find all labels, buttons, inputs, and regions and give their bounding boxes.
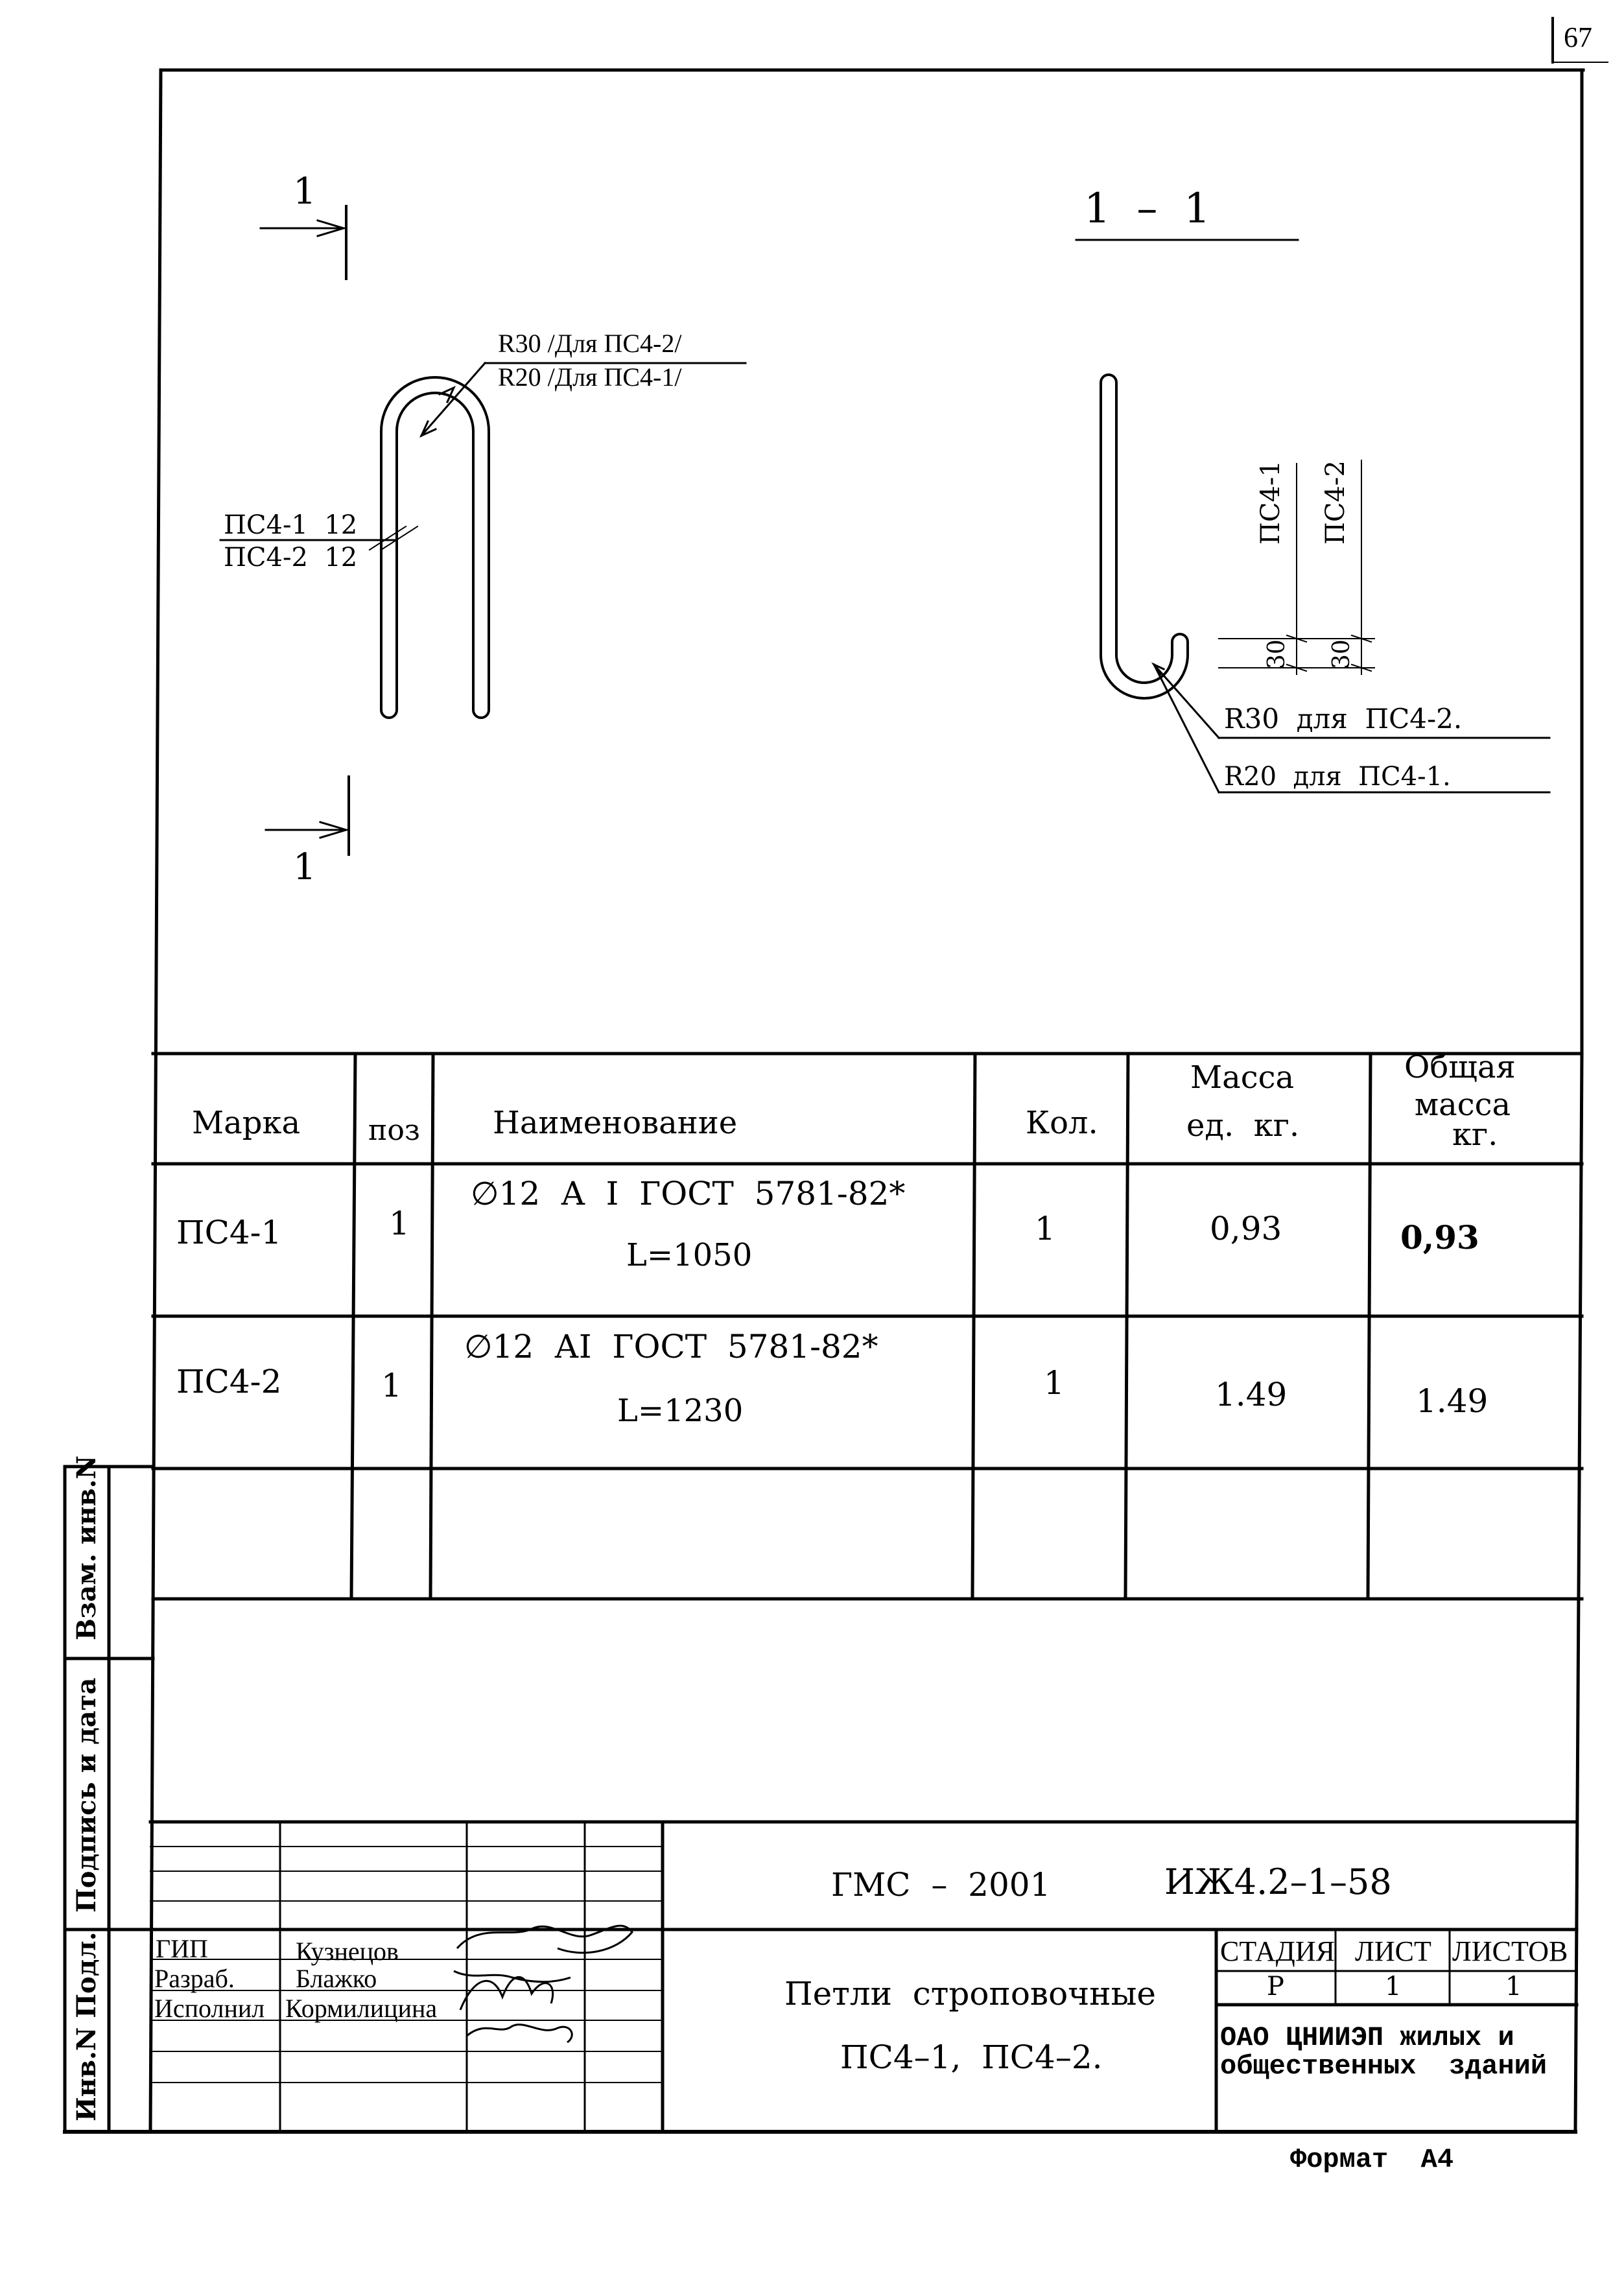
document-title-line1: Петли строповочные: [784, 1975, 1156, 2013]
row1-mass-unit: 0,93: [1210, 1210, 1282, 1247]
section-mark-top: 1: [293, 171, 316, 213]
row2-name-line1: ∅12 АI ГОСТ 5781-82*: [464, 1328, 878, 1365]
role-razrab: Разраб.: [154, 1964, 235, 1993]
dimension-30-right: 30: [1328, 639, 1355, 669]
header-marka: Марка: [192, 1105, 301, 1141]
u-loop-view: [381, 377, 489, 718]
document-code-right: ИЖ4.2–1–58: [1164, 1861, 1392, 1902]
header-mass-total-line3: кг.: [1452, 1116, 1498, 1153]
name-razrab: Блажко: [296, 1964, 377, 1993]
name-ispolnil: Кормилицина: [285, 1994, 438, 2023]
header-mass-unit-line1: Масса: [1190, 1059, 1295, 1096]
format-label: Формат А4: [1290, 2144, 1454, 2175]
radius-label-r30: R30 /Для ПС4-2/: [498, 329, 682, 358]
row2-mass-unit: 1.49: [1215, 1376, 1288, 1413]
radius-label-r20: R20 /Для ПС4-1/: [498, 362, 682, 392]
row2-mass-total: 1.49: [1416, 1382, 1489, 1420]
sheet-header: ЛИСТ: [1355, 1935, 1431, 1967]
stamp-podpis-data: Подпись и дата: [71, 1677, 102, 1913]
vertical-label-ps4-2: ПС4-2: [1321, 460, 1350, 545]
header-mass-total-line1: Общая: [1404, 1049, 1516, 1085]
hook-radius-r30: R30 для ПС4-2.: [1224, 703, 1463, 735]
header-mass-unit-line2: ед. кг.: [1186, 1107, 1300, 1144]
page-number: 67: [1564, 21, 1592, 53]
row1-mass-total: 0,93: [1400, 1218, 1479, 1257]
row2-pos: 1: [381, 1367, 402, 1404]
spec-table-lines: [153, 1049, 1582, 1599]
row2-marka: ПС4-2: [176, 1363, 282, 1400]
row1-name-line2: L=1050: [626, 1237, 753, 1273]
sheets-header: ЛИСТОВ: [1452, 1935, 1568, 1967]
row1-name-line1: ∅12 А I ГОСТ 5781-82*: [471, 1175, 906, 1212]
diameter-label-ps4-2: ПС4-2 12: [224, 543, 358, 572]
row2-name-line2: L=1230: [617, 1393, 744, 1429]
sheet-value: 1: [1385, 1972, 1402, 2001]
header-qty: Кол.: [1026, 1105, 1098, 1141]
role-gip: ГИП: [156, 1934, 208, 1963]
signatures: [454, 1926, 632, 2042]
role-ispolnil: Исполнил: [154, 1994, 265, 2023]
header-mass-total-line2: масса: [1414, 1087, 1511, 1123]
row1-pos: 1: [389, 1205, 410, 1242]
dimension-30-left: 30: [1264, 639, 1290, 669]
stage-value: Р: [1267, 1972, 1284, 2001]
diameter-label-ps4-1: ПС4-1 12: [224, 510, 358, 540]
vertical-label-ps4-1: ПС4-1: [1256, 460, 1286, 545]
j-hook-view: [1101, 375, 1188, 698]
header-pos: поз: [368, 1114, 420, 1147]
document-code-left: ГМС – 2001: [831, 1866, 1051, 1904]
stamp-inv-podl: Инв.N Подл.: [71, 1931, 102, 2121]
row1-qty: 1: [1035, 1210, 1055, 1247]
name-gip: Кузнецов: [296, 1937, 399, 1966]
section-title: 1 – 1: [1084, 185, 1210, 233]
stage-header: СТАДИЯ: [1220, 1935, 1335, 1967]
hook-radius-r20: R20 для ПС4-1.: [1224, 762, 1451, 792]
organization-line1: ОАО ЦНИИЭП жилых и: [1220, 2022, 1514, 2053]
stamp-vzam-inv: Взам. инв.N: [71, 1455, 102, 1640]
organization-line2: общественных зданий: [1220, 2051, 1548, 2082]
sheets-value: 1: [1505, 1972, 1522, 2001]
document-title-line2: ПС4–1, ПС4–2.: [840, 2038, 1103, 2076]
row1-marka: ПС4-1: [176, 1214, 282, 1251]
row2-qty: 1: [1044, 1364, 1065, 1402]
section-mark-bottom: 1: [293, 846, 316, 888]
header-name: Наименование: [493, 1105, 738, 1141]
